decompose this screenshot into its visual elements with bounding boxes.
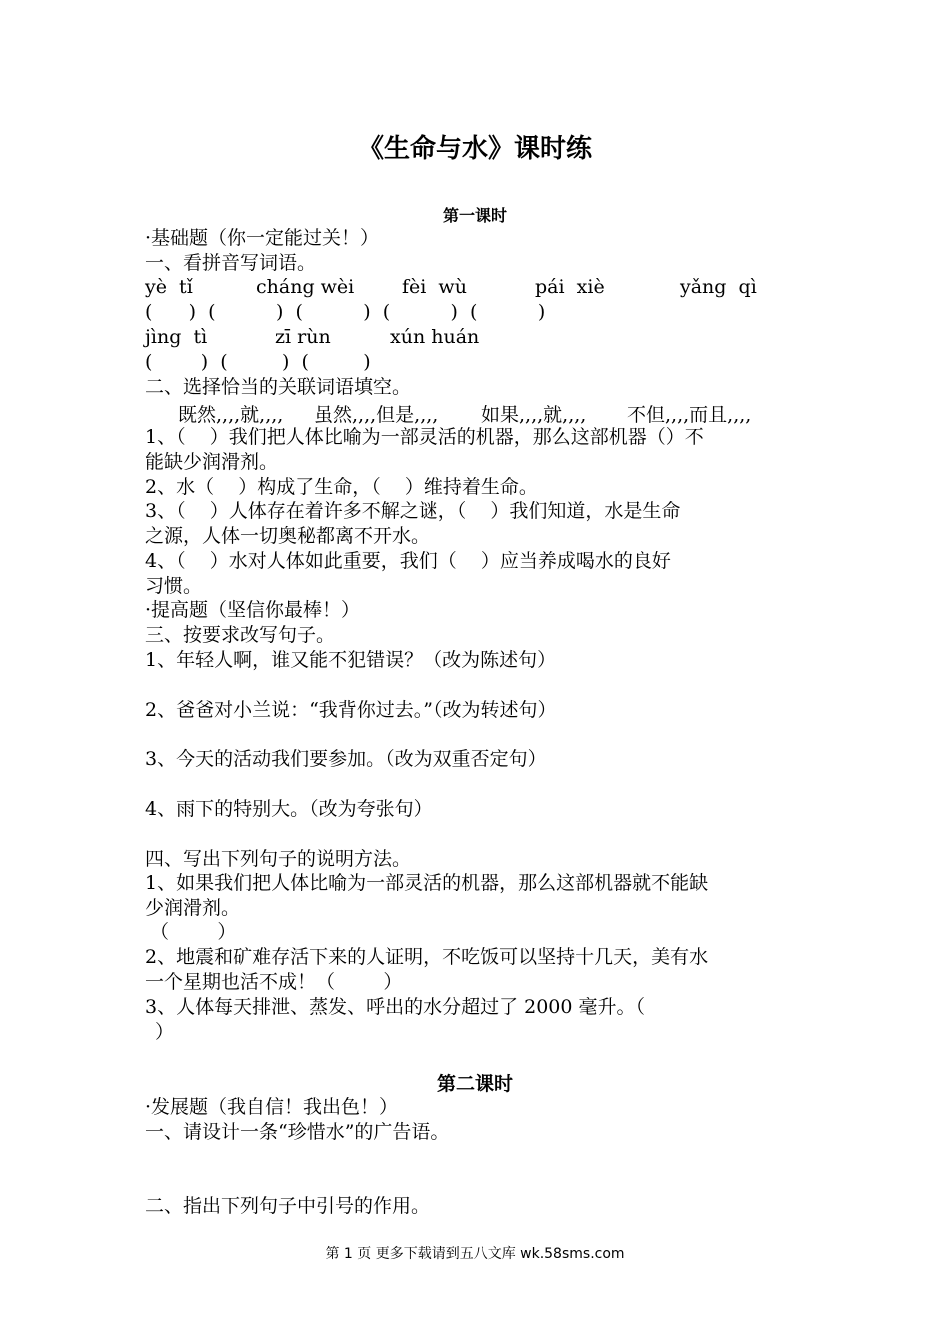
q4-item-3b: ） bbox=[155, 1021, 175, 1043]
q4-item-1a: 1、如果我们把人体比喻为一部灵活的机器，那么这部机器就不能缺 bbox=[145, 872, 709, 894]
q4-item-2a: 2、地震和矿难存活下来的人证明，不吃饭可以坚持十几天，美有水 bbox=[145, 946, 709, 968]
pinyin-yeti: yè tǐ bbox=[145, 276, 193, 298]
q2-title: 二、选择恰当的关联词语填空。 bbox=[145, 376, 412, 398]
answer-blanks-row2: ( ) ( ) ( ) bbox=[145, 351, 371, 373]
q2-item-1b: 能缺少润滑剂。 bbox=[145, 451, 279, 473]
basic-section-label: ·基础题（你一定能过关！） bbox=[145, 227, 380, 249]
q3-item-3: 3、今天的活动我们要参加。（改为双重否定句） bbox=[145, 748, 547, 770]
lesson2-heading: 第二课时 bbox=[436, 1073, 513, 1095]
page-footer: 第 1 页 更多下载请到五八文库 wk.58sms.com bbox=[325, 1246, 625, 1262]
q1-title: 一、看拼音写词语。 bbox=[145, 252, 317, 274]
q2-item-4a: 4、（ ）水对人体如此重要，我们（ ）应当养成喝水的良好 bbox=[145, 550, 671, 572]
keyword-suiran: 虽然,,,,但是,,,, bbox=[314, 404, 439, 426]
q2-item-4b: 习惯。 bbox=[145, 575, 203, 597]
q4-item-2b: 一个星期也活不成！（ ） bbox=[145, 971, 403, 993]
q3-item-1: 1、年轻人啊，谁又能不犯错误？（改为陈述句） bbox=[145, 649, 557, 671]
keyword-budan: 不但,,,,而且,,,, bbox=[627, 404, 752, 426]
pinyin-yangqi: yǎng qì bbox=[680, 276, 757, 298]
pinyin-changwei: cháng wèi bbox=[256, 276, 355, 298]
q4-item-3a: 3、人体每天排泄、蒸发、呼出的水分超过了 2000 毫升。（ bbox=[145, 996, 646, 1018]
q2-item-3a: 3、（ ）人体存在着许多不解之谜，（ ）我们知道，水是生命 bbox=[145, 500, 681, 522]
advanced-section-label: ·提高题（坚信你最棒！） bbox=[145, 599, 361, 621]
q4-title: 四、写出下列句子的说明方法。 bbox=[145, 848, 412, 870]
pinyin-feiwu: fèi wù bbox=[402, 276, 467, 298]
pinyin-zirun: zī rùn bbox=[275, 326, 331, 348]
q3-item-2: 2、爸爸对小兰说：“我背你过去。”（改为转述句） bbox=[145, 699, 557, 721]
lesson2-q1-title: 一、请设计一条“珍惜水”的广告语。 bbox=[145, 1121, 450, 1143]
develop-section-label: ·发展题（我自信！我出色！） bbox=[145, 1096, 399, 1118]
q2-item-3b: 之源，人体一切奥秘都离不开水。 bbox=[145, 525, 431, 547]
pinyin-xunhuan: xún huán bbox=[390, 326, 480, 348]
keyword-ruguo: 如果,,,,就,,,, bbox=[481, 404, 587, 426]
lesson1-heading: 第一课时 bbox=[442, 206, 507, 225]
pinyin-jingti: jìng tì bbox=[145, 326, 208, 348]
lesson2-q2-title: 二、指出下列句子中引号的作用。 bbox=[145, 1195, 431, 1217]
q4-item-1b: 少润滑剂。 bbox=[145, 897, 241, 919]
keyword-jiran: 既然,,,,就,,,, bbox=[178, 404, 284, 426]
q3-item-4: 4、雨下的特别大。（改为夸张句） bbox=[145, 798, 433, 820]
answer-blanks-row1: ( ) ( ) ( ) ( ) ( ) bbox=[145, 301, 546, 323]
q3-title: 三、按要求改写句子。 bbox=[145, 624, 336, 646]
pinyin-paixie: pái xiè bbox=[535, 276, 605, 298]
q2-item-1a: 1、（ ）我们把人体比喻为一部灵活的机器，那么这部机器（）不 bbox=[145, 426, 704, 448]
q2-item-2: 2、水（ ）构成了生命，（ ）维持着生命。 bbox=[145, 476, 538, 498]
q4-item-1-blank: （ ） bbox=[150, 921, 237, 943]
page-title: 《生命与水》课时练 bbox=[357, 134, 592, 164]
